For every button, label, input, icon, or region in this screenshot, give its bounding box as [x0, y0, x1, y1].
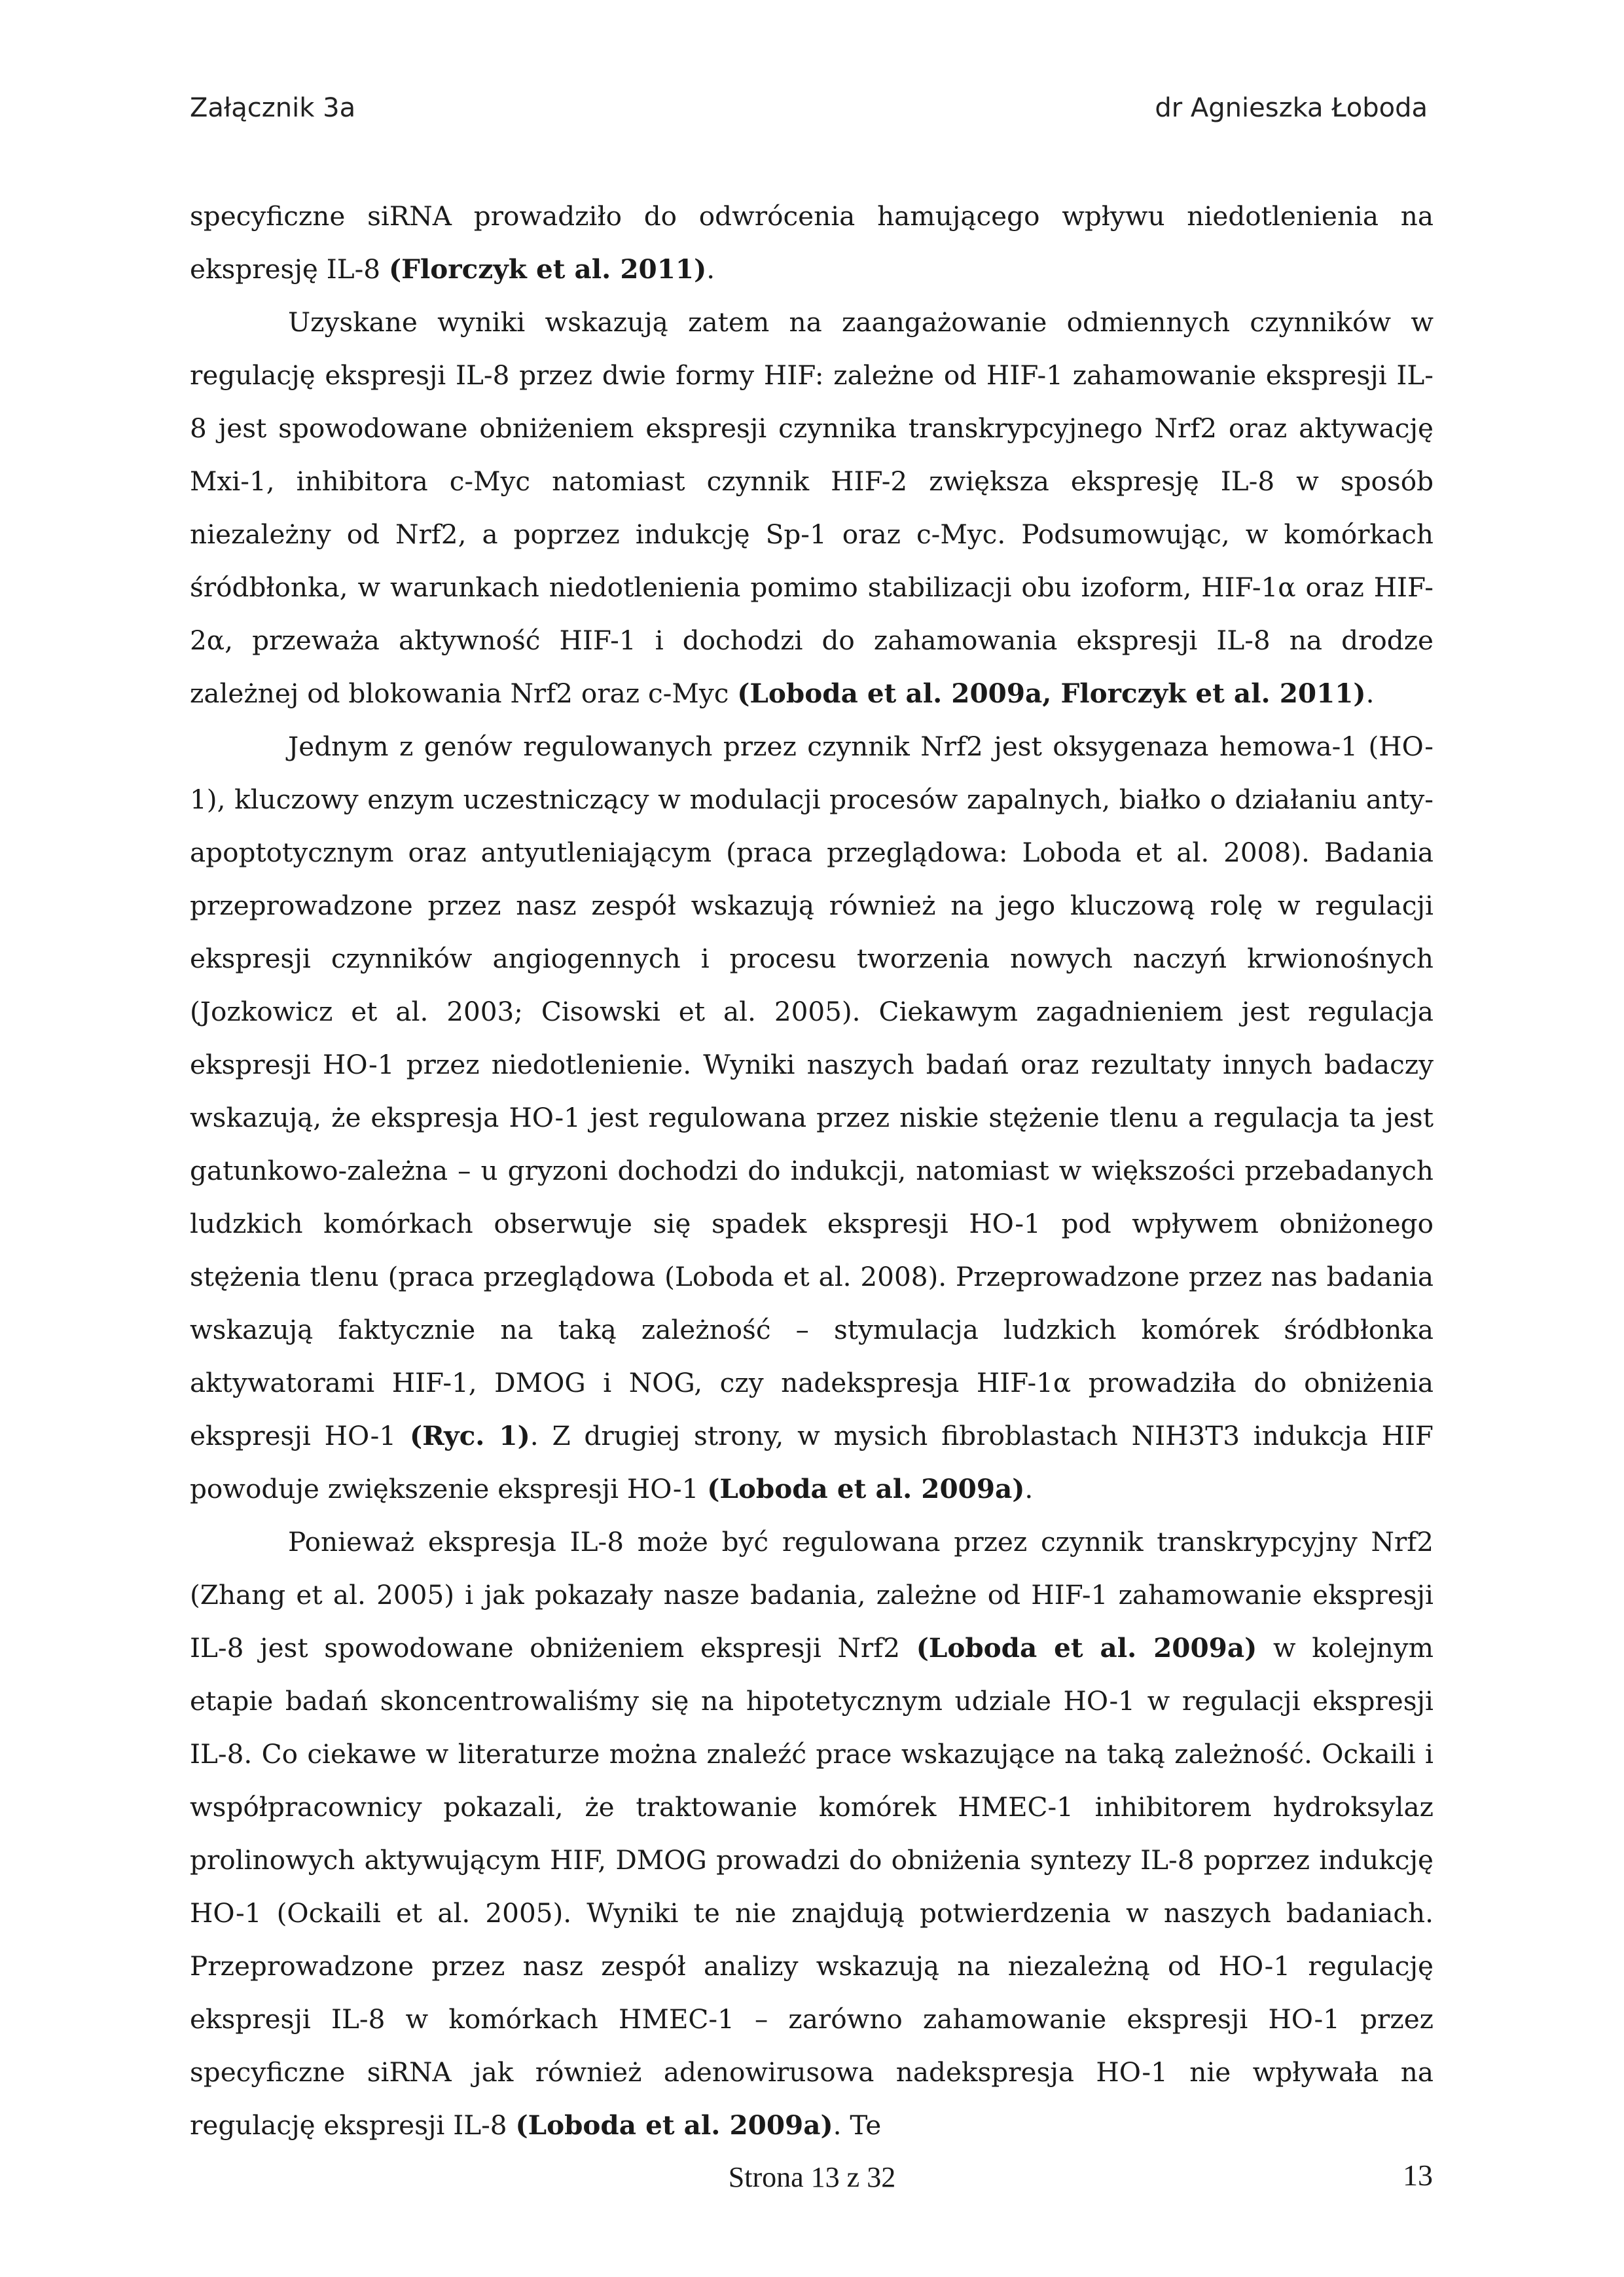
paragraph-text: Ponieważ ekspresja IL-8 może być regulowana przez czynnik transkrypcyjny Nrf2 (Zhang et al. 2005) i jak pokazały nasze badania, zależne od HIF-1 zahamowanie ekspresji IL-8 jest spowodowane obniżeniem ekspresji Nrf2 [190, 1526, 1434, 1664]
paragraph-text: . [1024, 1473, 1034, 1504]
paragraph [190, 1516, 1434, 2152]
page-footer-label: Strona 13 z 32 [728, 2161, 896, 2193]
citation: (Ryc. 1) [409, 1420, 530, 1451]
header-right: dr Agnieszka Łoboda [1155, 93, 1428, 123]
paragraph-text: . Te [833, 2109, 882, 2141]
citation: (Loboda et al. 2009a, Florczyk et al. 2011) [737, 678, 1366, 709]
paragraph-text: . Z drugiej strony, w mysich fibroblastach NIH3T3 indukcja HIF powoduje zwiększenie ekspresji HO-1 [190, 1420, 1434, 1504]
paragraph-text: w kolejnym etapie badań skoncentrowaliśmy się na hipotetycznym udziale HO-1 w regulacji ekspresji IL-8. Co ciekawe w literaturze można znaleźć prace wskazujące na taką zależność. Ockaili i współpracownicy pokazali, że traktowanie komórek HMEC-1 inhibitorem hydroksylaz prolinowych aktywującym HIF, DMOG prowadzi do obniżenia syntezy IL-8 poprzez indukcję HO-1 (Ockaili et al. 2005). Wyniki te nie znajdują potwierdzenia w naszych badaniach. Przeprowadzone przez nasz zespół analizy wskazują na niezależną od HO-1 regulację ekspresji IL-8 w komórkach HMEC-1 – zarówno zahamowanie ekspresji HO-1 przez specyficzne siRNA jak również adenowirusowa nadekspresja HO-1 nie wpływała na regulację ekspresji IL-8 [190, 1632, 1434, 2141]
citation: (Loboda et al. 2009a) [707, 1473, 1025, 1504]
body-text [190, 190, 1434, 2152]
paragraph-text: Uzyskane wyniki wskazują zatem na zaangażowanie odmiennych czynników w regulację ekspresji IL-8 przez dwie formy HIF: zależne od HIF-1 zahamowanie ekspresji IL-8 jest spowodowane obniżeniem ekspresji czynnika transkrypcyjnego Nrf2 oraz aktywację Mxi-1, inhibitora c-Myc natomiast czynnik HIF-2 zwiększa ekspresję IL-8 w sposób niezależny od Nrf2, a poprzez indukcję Sp-1 oraz c-Myc. Podsumowując, w komórkach śródbłonka, w warunkach niedotlenienia pomimo stabilizacji obu izoform, HIF-1α oraz HIF-2α, przeważa aktywność HIF-1 i dochodzi do zahamowania ekspresji IL-8 na drodze zależnej od blokowania Nrf2 oraz c-Myc [190, 306, 1434, 709]
paragraph [190, 296, 1434, 720]
page-header [190, 93, 1428, 123]
paragraph-text: . [706, 253, 715, 285]
citation: (Loboda et al. 2009a) [916, 1632, 1257, 1664]
page-number: 13 [1403, 2159, 1433, 2192]
paragraph [190, 190, 1434, 296]
paragraph-text: specyficzne siRNA prowadziło do odwrócenia hamującego wpływu niedotlenienia na ekspresję IL-8 [190, 200, 1434, 285]
paragraph [190, 720, 1434, 1516]
header-left: Załącznik 3a [190, 93, 356, 123]
citation: (Florczyk et al. 2011) [388, 253, 707, 285]
paragraph-text: . [1365, 678, 1375, 709]
citation: (Loboda et al. 2009a) [515, 2109, 833, 2141]
paragraph-text: Jednym z genów regulowanych przez czynnik Nrf2 jest oksygenaza hemowa-1 (HO-1), kluczowy enzym uczestniczący w modulacji procesów zapalnych, białko o działaniu anty-apoptotycznym oraz antyutleniającym (praca przeglądowa: Loboda et al. 2008). Badania przeprowadzone przez nasz zespół wskazują również na jego kluczową rolę w regulacji ekspresji czynników angiogennych i procesu tworzenia nowych naczyń krwionośnych (Jozkowicz et al. 2003; Cisowski et al. 2005). Ciekawym zagadnieniem jest regulacja ekspresji HO-1 przez niedotlenienie. Wyniki naszych badań oraz rezultaty innych badaczy wskazują, że ekspresja HO-1 jest regulowana przez niskie stężenie tlenu a regulacja ta jest gatunkowo-zależna – u gryzoni dochodzi do indukcji, natomiast w większości przebadanych ludzkich komórkach obserwuje się spadek ekspresji HO-1 pod wpływem obniżonego stężenia tlenu (praca przeglądowa (Loboda et al. 2008). Przeprowadzone przez nas badania wskazują faktycznie na taką zależność – stymulacja ludzkich komórek śródbłonka aktywatorami HIF-1, DMOG i NOG, czy nadekspresja HIF-1α prowadziła do obniżenia ekspresji HO-1 [190, 731, 1434, 1451]
